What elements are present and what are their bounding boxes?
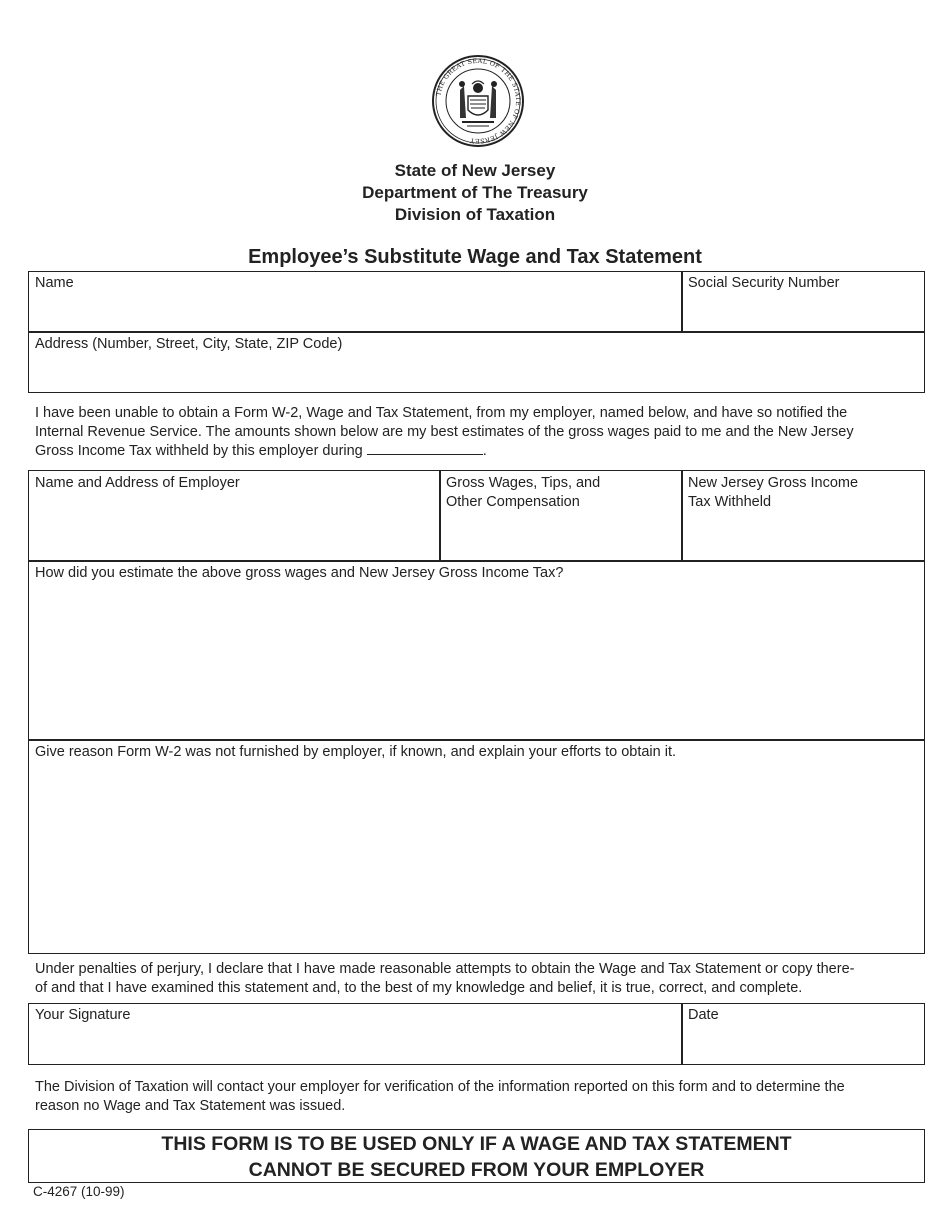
employer-label: Name and Address of Employer <box>35 475 240 491</box>
statement-line-2: Internal Revenue Service. The amounts shown below are my best estimates of the gross wages paid to me and the New Jersey <box>35 424 854 440</box>
name-field[interactable] <box>28 271 683 333</box>
verification-notice: The Division of Taxation will contact your employer for verification of the information reported on this form and to determine the reason no Wage and Tax Statement was issued. <box>35 1079 845 1114</box>
reason-label: Give reason Form W-2 was not furnished by employer, if known, and explain your efforts to obtain it. <box>35 744 677 760</box>
address-label: Address (Number, Street, City, State, ZIP Code) <box>35 336 343 352</box>
form-title: Employee’s Substitute Wage and Tax Statement <box>248 246 702 268</box>
ssn-label: Social Security Number <box>688 275 840 291</box>
tax-year-blank[interactable] <box>367 442 483 455</box>
department-name: Department of The Treasury <box>362 183 588 202</box>
statement-line-3: Gross Income Tax withheld by this employer during <box>35 443 363 459</box>
state-name: State of New Jersey <box>394 161 556 180</box>
date-label: Date <box>688 1007 719 1023</box>
gross-wages-label: Gross Wages, Tips, and Other Compensation <box>446 475 601 510</box>
statement-paragraph: I have been unable to obtain a Form W-2, Wage and Tax Statement, from my employer, named below, and have so notified the Internal Revenue Service. The amounts shown below are my best estimates of the gross wages paid to me and the New Jersey Gross Income Tax withheld by this employer during . <box>35 404 920 461</box>
estimate-label: How did you estimate the above gross wages and New Jersey Gross Income Tax? <box>35 565 564 581</box>
estimate-field[interactable] <box>28 560 925 741</box>
usage-warning-banner: THIS FORM IS TO BE USED ONLY IF A WAGE AND TAX STATEMENT CANNOT BE SECURED FROM YOUR EMPLOYER <box>28 1129 925 1183</box>
signature-label: Your Signature <box>35 1007 131 1023</box>
form-code: C-4267 (10-99) <box>33 1184 125 1199</box>
reason-field[interactable] <box>28 739 925 954</box>
perjury-declaration: Under penalties of perjury, I declare that I have made reasonable attempts to obtain the Wage and Tax Statement or copy there- of and that I have examined this statement and, to the best of my knowledge and belief, it is true, correct, and complete. <box>35 961 855 996</box>
name-label: Name <box>35 275 74 291</box>
division-name: Division of Taxation <box>394 205 556 224</box>
statement-line-1: I have been unable to obtain a Form W-2, Wage and Tax Statement, from my employer, named below, and have so notified the <box>35 405 848 421</box>
seal-inscription: THE GREAT SEAL OF THE STATE OF NEW JERSEY <box>434 56 523 146</box>
nj-state-seal-icon <box>412 48 544 154</box>
nj-tax-withheld-label: New Jersey Gross Income Tax Withheld <box>688 475 859 510</box>
